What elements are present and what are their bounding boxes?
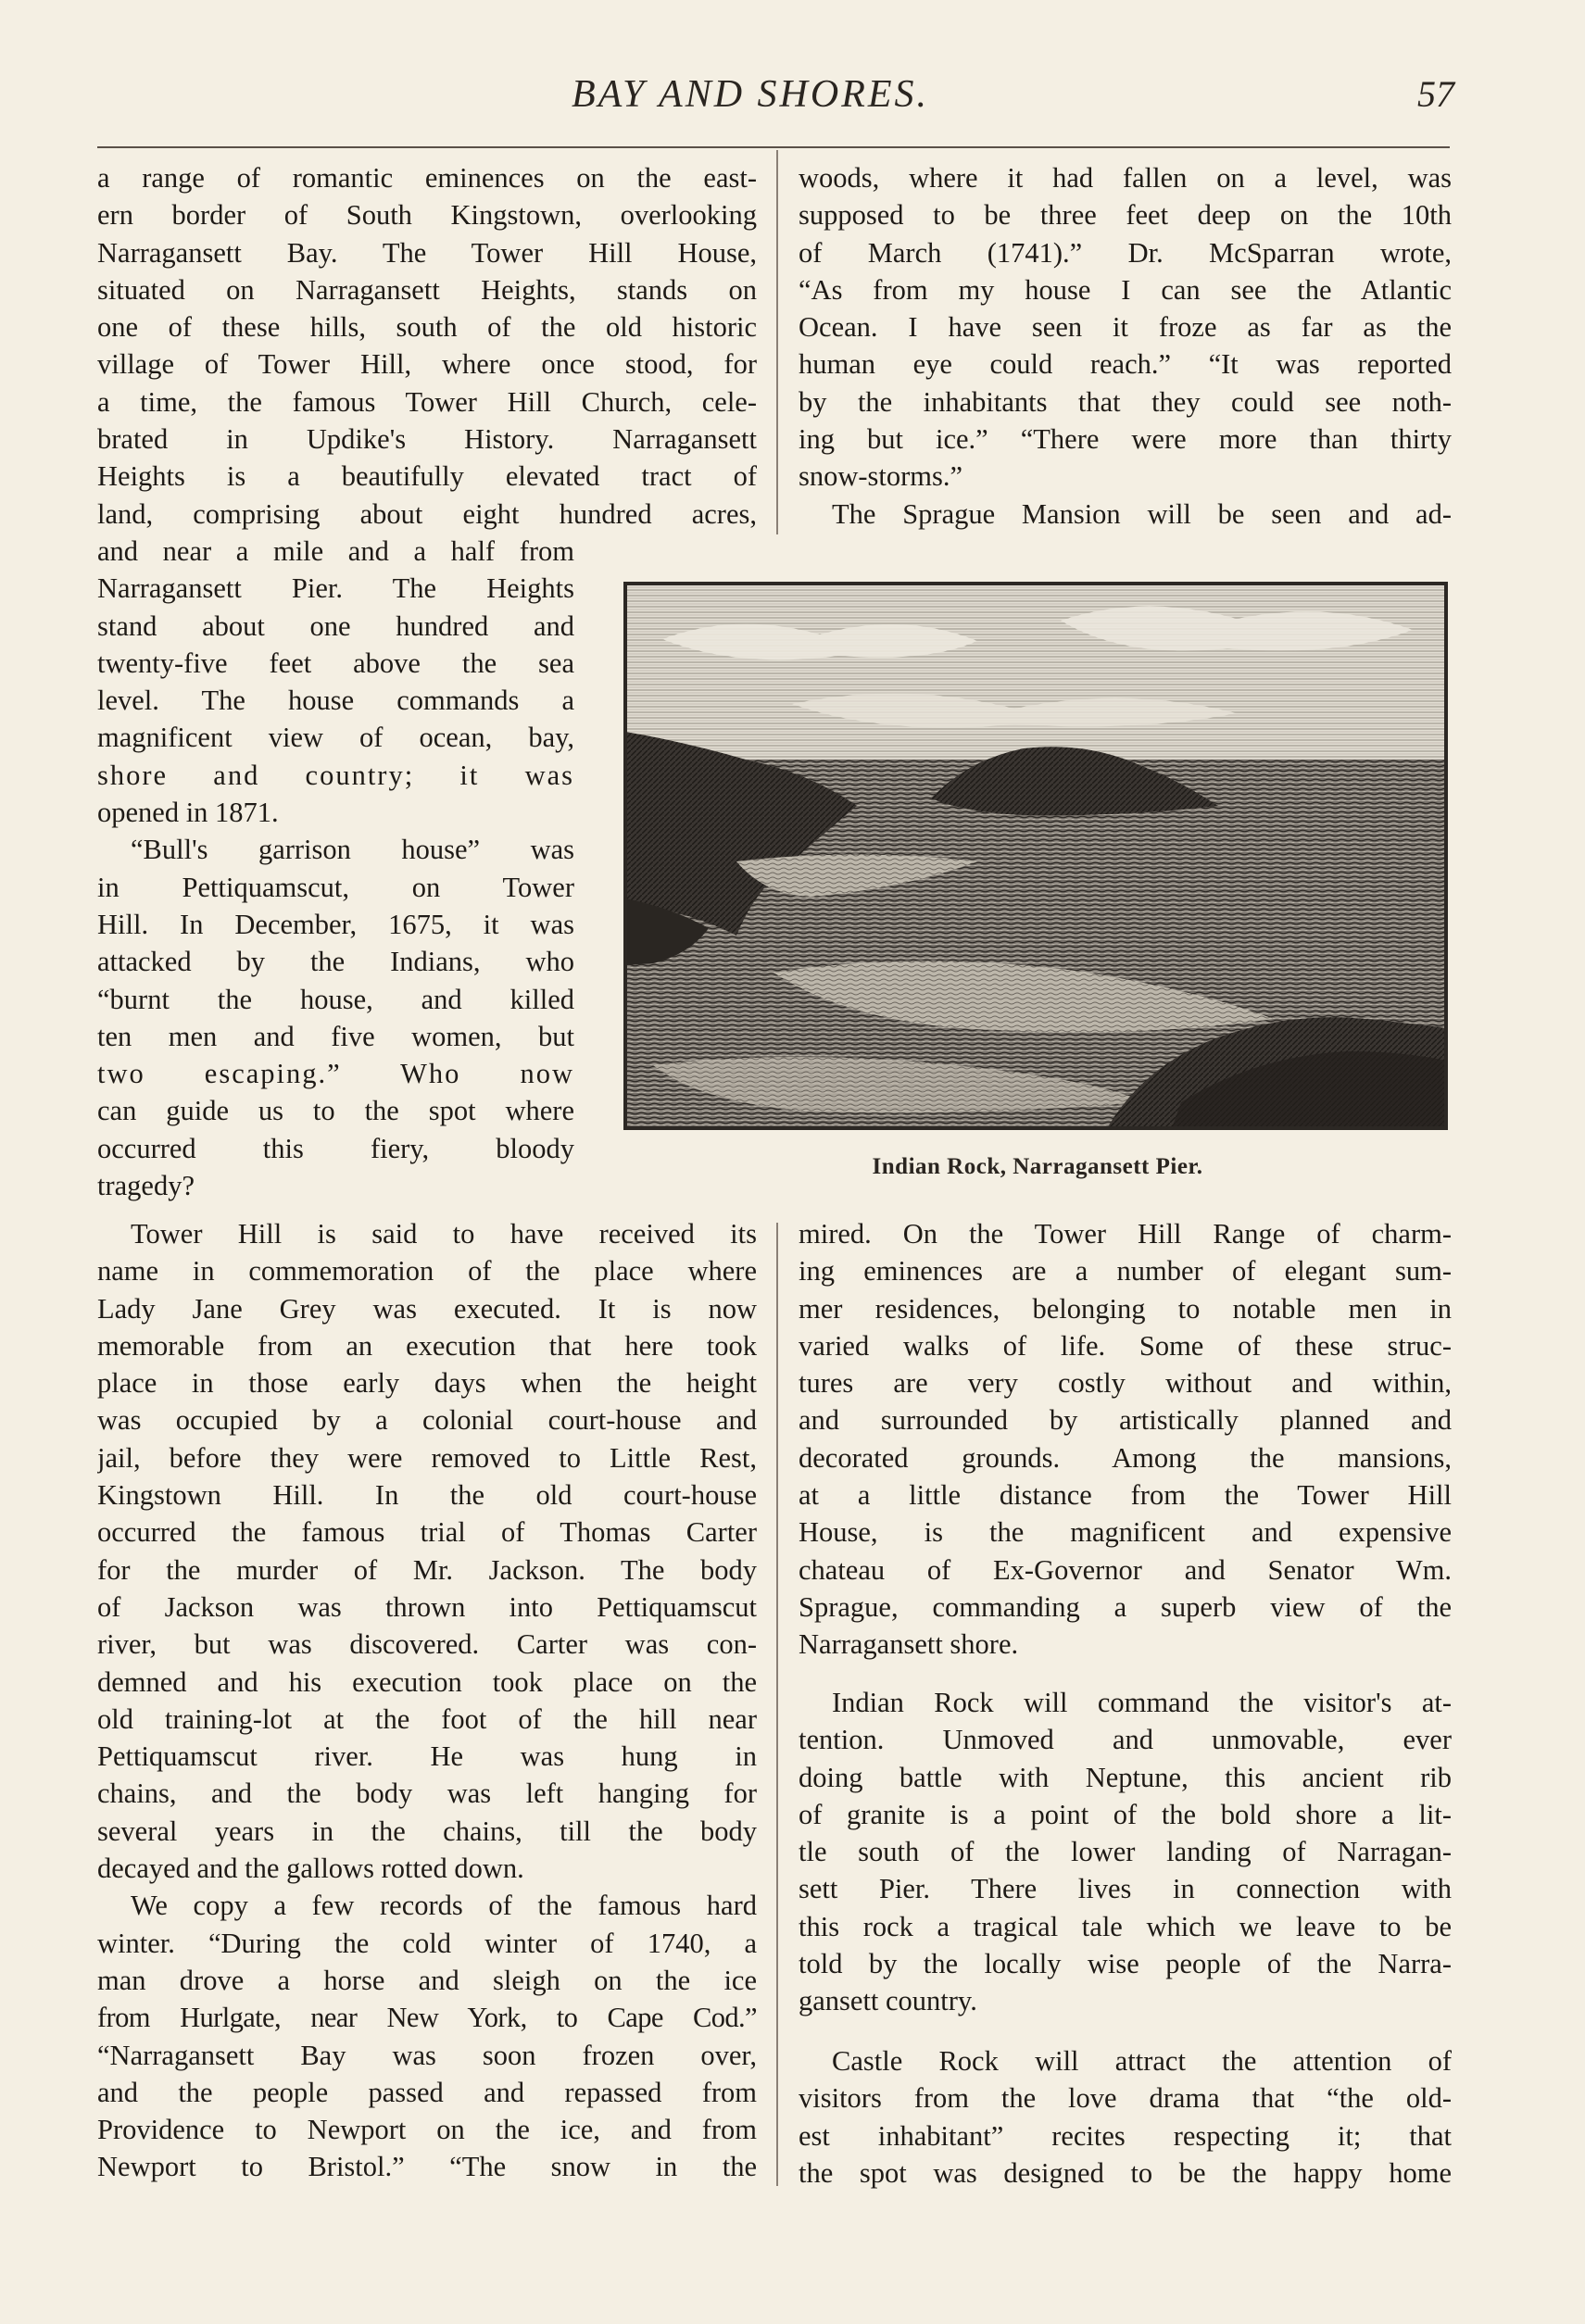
text-line: occurred the famous trial of Thomas Carter [97, 1516, 757, 1549]
text-line: and near a mile and a half from [97, 535, 574, 567]
text-line: river, but was discovered. Carter was con- [97, 1628, 757, 1661]
text-line: “As from my house I can see the Atlantic [799, 273, 1452, 306]
left-column-bottom [97, 1215, 757, 2186]
text-line: gansett country. [799, 1985, 977, 2017]
text-line: Narragansett shore. [799, 1628, 1019, 1661]
left-column-top [97, 159, 757, 533]
text-line: and the people passed and repassed from [97, 2076, 757, 2108]
text-line: The Sprague Mansion will be seen and ad- [832, 497, 1452, 530]
right-column-bottom [799, 1215, 1452, 1664]
paragraph-castle-rock [799, 2042, 1452, 2192]
text-line: can guide us to the spot where [97, 1095, 574, 1127]
right-column-top [799, 159, 1452, 533]
text-line: ing eminences are a number of elegant sum- [799, 1255, 1452, 1288]
running-head: BAY AND SHORES. [571, 73, 930, 116]
text-line: snow-storms.” [799, 460, 963, 493]
text-line: Kingstown Hill. In the old court-house [97, 1479, 757, 1512]
text-line: was occupied by a colonial court-house and [97, 1404, 757, 1437]
text-line: decayed and the gallows rotted down. [97, 1853, 524, 1885]
text-line: woods, where it had fallen on a level, was [799, 162, 1452, 194]
text-line: this rock a tragical tale which we leave to be [799, 1910, 1452, 1942]
text-line: chains, and the body was left hanging for [97, 1778, 757, 1810]
text-line: ten men and five women, but [97, 1020, 574, 1052]
text-line: Tower Hill is said to have received its [131, 1218, 757, 1250]
text-line: mired. On the Tower Hill Range of charm- [799, 1218, 1452, 1250]
text-line: twenty-five feet above the sea [97, 647, 574, 679]
text-line: mer residences, belonging to notable men in [799, 1292, 1452, 1325]
text-line: shore and country; it was [97, 759, 574, 791]
header-rule [97, 146, 1450, 148]
text-line: sett Pier. There lives in connection with [799, 1873, 1452, 1905]
column-divider-top [776, 150, 778, 534]
text-line: from Hurlgate, near New York, to Cape Cod.” [97, 2002, 757, 2034]
text-line: and surrounded by artistically planned and [799, 1404, 1452, 1437]
text-line: visitors from the love drama that “the old- [799, 2082, 1452, 2115]
text-line: Hill. In December, 1675, it was [97, 908, 574, 940]
text-line: village of Tower Hill, where once stood, for [97, 348, 757, 381]
text-line: place in those early days when the height [97, 1367, 757, 1400]
text-line: “burnt the house, and killed [97, 983, 574, 1015]
text-line: winter. “During the cold winter of 1740, a [97, 1927, 757, 1959]
engraving-picture [625, 584, 1446, 1128]
text-line: House, is the magnificent and expensive [799, 1516, 1452, 1549]
text-line: decorated grounds. Among the mansions, [799, 1441, 1452, 1474]
text-line: Newport to Bristol.” “The snow in the [97, 2151, 757, 2183]
left-column-beside-image [97, 533, 574, 1204]
text-line: Heights is a beautifully elevated tract of [97, 460, 757, 493]
text-line: tention. Unmoved and unmovable, ever [799, 1724, 1452, 1756]
text-line: Castle Rock will attract the attention of [832, 2045, 1452, 2077]
text-line: stand about one hundred and [97, 609, 574, 642]
text-line: Sprague, commanding a superb view of the [799, 1590, 1452, 1623]
text-line: Narragansett Pier. The Heights [97, 572, 574, 605]
text-line: Ocean. I have seen it froze as far as the [799, 311, 1452, 344]
text-line: demned and his execution took place on the [97, 1665, 757, 1698]
text-line: tle south of the lower landing of Narragan- [799, 1836, 1452, 1868]
text-line: Lady Jane Grey was executed. It is now [97, 1292, 757, 1325]
text-line: attacked by the Indians, who [97, 946, 574, 978]
text-line: human eye could reach.” “It was reported [799, 348, 1452, 381]
text-line: old training-lot at the foot of the hill near [97, 1702, 757, 1735]
text-line: tragedy? [97, 1170, 195, 1202]
illustration-caption: Indian Rock, Narragansett Pier. [872, 1154, 1203, 1179]
text-line: “Narragansett Bay was soon frozen over, [97, 2039, 757, 2071]
text-line: of Jackson was thrown into Pettiquamscut [97, 1590, 757, 1623]
text-line: level. The house commands a [97, 685, 574, 717]
text-line: memorable from an execution that here took [97, 1329, 757, 1362]
text-line: jail, before they were removed to Little Rest, [97, 1441, 757, 1474]
text-line: a time, the famous Tower Hill Church, cele- [97, 385, 757, 418]
text-line: of granite is a point of the bold shore a lit- [799, 1798, 1452, 1830]
text-line: name in commemoration of the place where [97, 1255, 757, 1288]
text-line: ern border of South Kingstown, overlooking [97, 199, 757, 232]
text-line: Pettiquamscut river. He was hung in [97, 1740, 757, 1773]
text-line: supposed to be three feet deep on the 10th [799, 199, 1452, 232]
text-line: of March (1741).” Dr. McSparran wrote, [799, 236, 1452, 269]
text-line: Providence to Newport on the ice, and from [97, 2114, 757, 2146]
text-line: brated in Updike's History. Narragansett [97, 423, 757, 456]
text-line: one of these hills, south of the old historic [97, 311, 757, 344]
text-line: for the murder of Mr. Jackson. The body [97, 1553, 757, 1586]
text-line: magnificent view of ocean, bay, [97, 722, 574, 754]
text-line: doing battle with Neptune, this ancient rib [799, 1761, 1452, 1793]
indian-rock-engraving [623, 582, 1448, 1130]
text-line: “Bull's garrison house” was [131, 834, 574, 866]
text-line: occurred this fiery, bloody [97, 1132, 574, 1164]
text-line: by the inhabitants that they could see noth- [799, 385, 1452, 418]
text-line: Narragansett Bay. The Tower Hill House, [97, 236, 757, 269]
text-line: chateau of Ex-Governor and Senator Wm. [799, 1553, 1452, 1586]
text-line: at a little distance from the Tower Hill [799, 1479, 1452, 1512]
text-line: told by the locally wise people of the Narra- [799, 1948, 1452, 1980]
text-line: tures are very costly without and within, [799, 1367, 1452, 1400]
paragraph-indian-rock [799, 1684, 1452, 2020]
text-line: a range of romantic eminences on the east- [97, 162, 757, 194]
text-line: Indian Rock will command the visitor's at- [832, 1687, 1452, 1718]
column-divider-bottom [776, 1223, 778, 2186]
text-line: est inhabitant” recites respecting it; that [799, 2119, 1452, 2152]
text-line: ing but ice.” “There were more than thirty [799, 423, 1452, 456]
text-line: in Pettiquamscut, on Tower [97, 871, 574, 903]
page-number: 57 [1417, 73, 1454, 115]
text-line: varied walks of life. Some of these struc- [799, 1329, 1452, 1362]
text-line: situated on Narragansett Heights, stands on [97, 273, 757, 306]
text-line: opened in 1871. [97, 797, 279, 829]
text-line: the spot was designed to be the happy home [799, 2156, 1452, 2189]
text-line: two escaping.” Who now [97, 1058, 574, 1090]
text-line: We copy a few records of the famous hard [131, 1890, 757, 1922]
text-line: several years in the chains, till the body [97, 1815, 757, 1847]
text-line: man drove a horse and sleigh on the ice [97, 1964, 757, 1996]
text-line: land, comprising about eight hundred acres, [97, 497, 757, 530]
